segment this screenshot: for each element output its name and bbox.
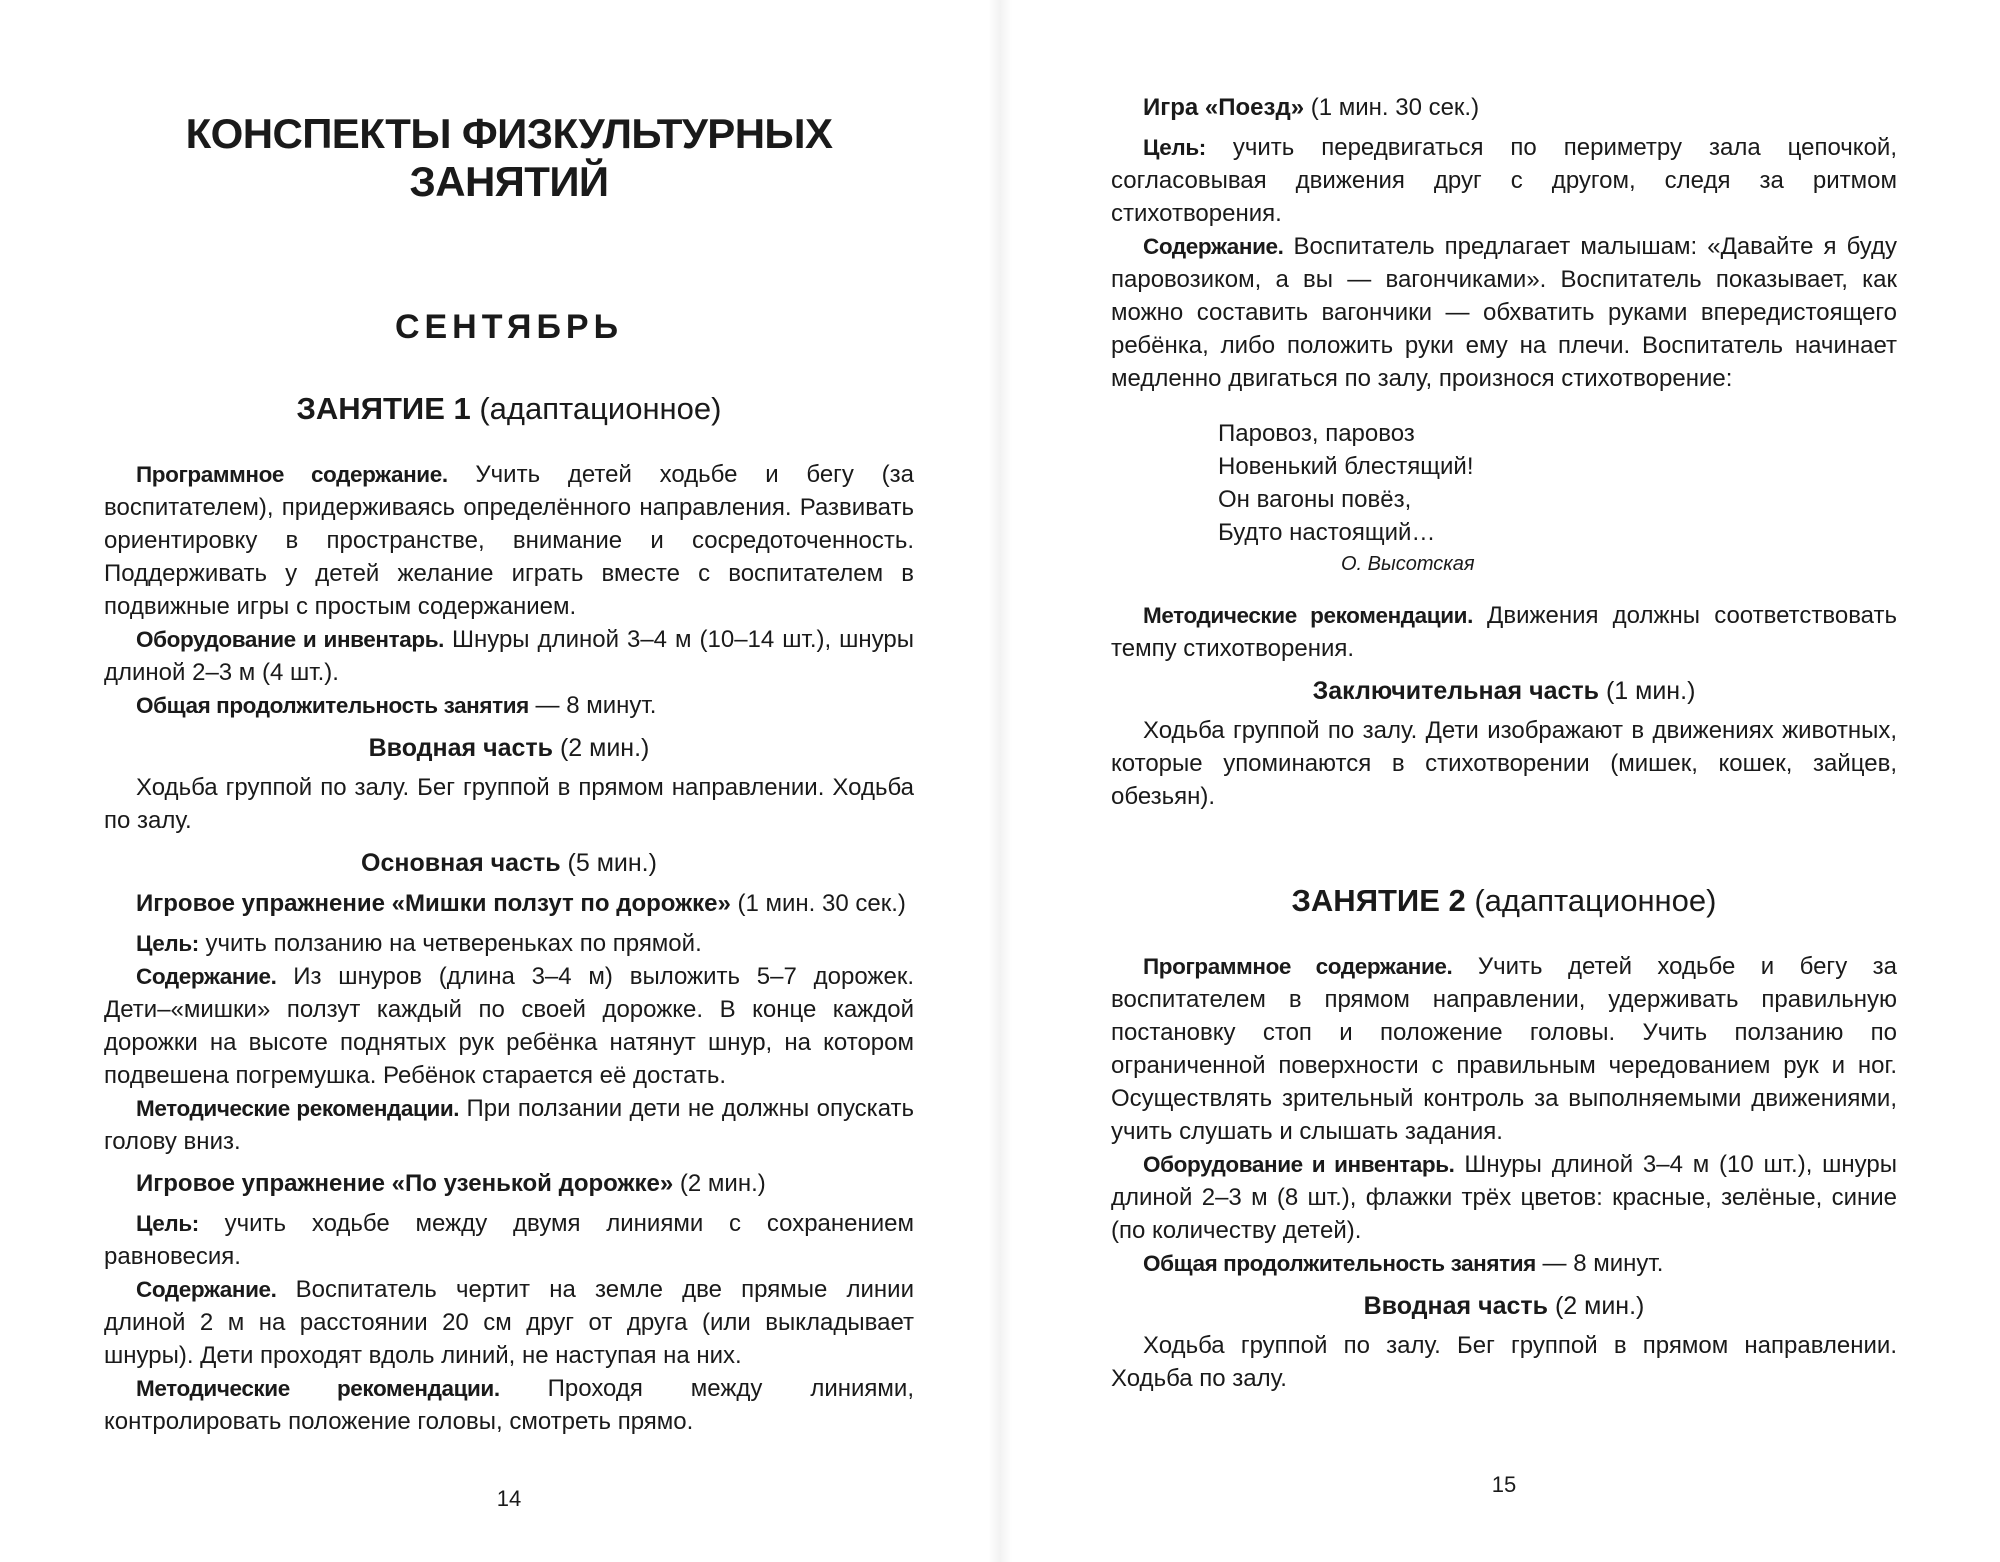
program-label: Программное содержание. (136, 462, 448, 487)
game-2-goal-label: Цель: (136, 1211, 199, 1236)
game-3-goal (1111, 131, 1897, 230)
gutter-shadow (988, 0, 1000, 1562)
lesson-2-note: (адаптационное) (1474, 883, 1717, 918)
game-1-method (104, 1092, 914, 1158)
main-part-heading (104, 849, 914, 878)
game-3-heading (1111, 94, 1897, 122)
game-1-time: (1 мин. 30 сек.) (737, 890, 906, 917)
duration-text: — 8 минут. (528, 692, 657, 719)
game-2-title: Игровое упражнение «По узенькой дорожке» (136, 1170, 674, 1197)
game-2-goal-text: учить ходьбе между двумя линиями с сохранением равновесия. (104, 1210, 914, 1270)
final-part-text: Ходьба группой по залу. Дети изображают в движениях животных, которые упоминаются в стихотворении (мишек, кошек, зайцев, обезьян). (1111, 717, 1897, 810)
page-number-right: 15 (1491, 1472, 1517, 1497)
main-part-time: (5 мин.) (567, 849, 657, 877)
game-2-goal (104, 1207, 914, 1273)
poem-line: Новенький блестящий! (1218, 453, 1474, 480)
lesson-2-label: ЗАНЯТИЕ 2 (1291, 883, 1466, 918)
game-1-goal-label: Цель: (136, 931, 199, 956)
game-3-content-text: Воспитатель предлагает малышам: «Давайте я буду паровозиком, а вы — вагончиками». Воспитатель показывает, как можно составить вагончики — обхватить руками впередистоящего ребёнка, либо положить руки ему на плечи. Воспитатель начинает медленно двигаться по залу, произнося стихотворение: (1111, 233, 1897, 392)
intro-part-text: Ходьба группой по залу. Бег группой в прямом направлении. Ходьба по залу. (1111, 1332, 1897, 1392)
game-2-method (104, 1372, 914, 1438)
game-1-content (104, 960, 914, 1092)
poem-line: Будто настоящий… (1218, 519, 1436, 546)
game-3-goal-text: учить передвигаться по периметру зала цепочкой, согласовывая движения друг с другом, следя за ритмом стихотворения. (1111, 134, 1897, 227)
game-2-method-label: Методические рекомендации. (136, 1376, 500, 1401)
duration-label: Общая продолжительность занятия (136, 693, 529, 718)
final-part-time: (1 мин.) (1605, 677, 1696, 705)
equipment-label: Оборудование и инвентарь. (136, 627, 444, 652)
poem-line: Он вагоны повёз, (1218, 486, 1412, 513)
duration-paragraph (104, 689, 914, 722)
game-2-heading (104, 1170, 914, 1198)
game-1-content-label: Содержание. (136, 964, 277, 989)
page-number-left: 14 (496, 1486, 522, 1511)
program-text: Учить детей ходьбе и бегу за воспитателем в прямом направлении, удерживать правильную постановку стоп и положение головы. Учить ползанию по ограниченной поверхности с правильным чередованием рук и ног. Осуществлять зрительный контроль за выполняемыми движениями, учить слушать и слышать задания. (1111, 953, 1897, 1145)
intro-part-heading (104, 734, 914, 763)
poem-author: О. Высотская (1341, 553, 1475, 575)
main-title: КОНСПЕКТЫ ФИЗКУЛЬТУРНЫХ ЗАНЯТИЙ (185, 110, 833, 205)
equipment-label: Оборудование и инвентарь. (1143, 1152, 1455, 1177)
intro-part-text: Ходьба группой по залу. Бег группой в прямом направлении. Ходьба по залу. (104, 774, 914, 834)
game-2-time: (2 мин.) (679, 1170, 766, 1197)
final-part-heading (1111, 677, 1897, 706)
intro-part-title: Вводная часть (1363, 1292, 1548, 1320)
game-1-goal (104, 927, 914, 960)
game-3-method-text: Движения должны соответствовать темпу стихотворения. (1111, 602, 1897, 662)
game-1-method-text: При ползании дети не должны опускать голову вниз. (104, 1095, 915, 1155)
lesson-1-note: (адаптационное) (479, 391, 722, 426)
game-2-content (104, 1273, 914, 1372)
intro-part-heading (1111, 1292, 1897, 1321)
main-part-title: Основная часть (361, 849, 561, 877)
duration-text: — 8 минут. (1535, 1250, 1664, 1277)
game-3-title: Игра «Поезд» (1143, 94, 1305, 121)
game-3-content (1111, 230, 1897, 395)
game-2-content-text: Воспитатель чертит на земле две прямые линии длиной 2 м на расстоянии 20 см друг от друга (или выкладывает шнуры). Дети проходят вдоль линий, не наступая на них. (104, 1276, 914, 1369)
gutter-shadow (1000, 0, 1012, 1562)
equipment-paragraph (104, 623, 914, 689)
game-3-goal-label: Цель: (1143, 135, 1206, 160)
game-3-content-label: Содержание. (1143, 234, 1284, 259)
month-title: СЕНТЯБРЬ (394, 308, 624, 346)
equipment-paragraph (1111, 1148, 1897, 1247)
right-page (1000, 0, 2000, 1562)
game-1-method-label: Методические рекомендации. (136, 1096, 460, 1121)
intro-part-time: (2 мин.) (1554, 1292, 1645, 1320)
lesson-1-label: ЗАНЯТИЕ 1 (296, 391, 471, 426)
game-1-title: Игровое упражнение «Мишки ползут по дорожке» (136, 890, 731, 917)
intro-part-time: (2 мин.) (559, 734, 650, 762)
equipment-text: Шнуры длиной 3–4 м (10–14 шт.), шнуры длиной 2–3 м (4 шт.). (104, 626, 915, 686)
program-label: Программное содержание. (1143, 954, 1453, 979)
game-1-content-text: Из шнуров (длина 3–4 м) выложить 5–7 дорожек. Дети–«мишки» ползут каждый по своей дорожке. В конце каждой дорожки на высоте поднятых рук ребёнка натянут шнур, на котором подвешена погремушка. Ребёнок старается её достать. (104, 963, 914, 1089)
intro-part-title: Вводная часть (368, 734, 553, 762)
duration-label: Общая продолжительность занятия (1143, 1251, 1536, 1276)
equipment-text: Шнуры длиной 3–4 м (10 шт.), шнуры длиной 2–3 м (8 шт.), флажки трёх цветов: красные, зелёные, синие (по количеству детей). (1111, 1151, 1898, 1244)
program-paragraph (104, 458, 914, 623)
game-2-content-label: Содержание. (136, 1277, 277, 1302)
game-3-method (1111, 599, 1897, 665)
lesson-1-title (104, 391, 914, 427)
game-1-heading (104, 890, 914, 918)
game-3-time: (1 мин. 30 сек.) (1310, 94, 1480, 121)
game-2-method-text: Проходя между линиями, контролировать положение головы, смотреть прямо. (104, 1375, 914, 1435)
program-paragraph (1111, 950, 1897, 1148)
lesson-2-title (1111, 883, 1897, 919)
game-1-goal-text: учить ползанию на четвереньках по прямой. (198, 930, 702, 957)
duration-paragraph (1111, 1247, 1897, 1280)
poem (1218, 417, 1897, 549)
program-text: Учить детей ходьбе и бегу (за воспитателем), придерживаясь определённого направления. Развивать ориентировку в пространстве, внимание и сосредоточенность. Поддерживать у детей желание играть вместе с воспитателем в подвижные игры с простым содержанием. (104, 461, 915, 620)
final-part-title: Заключительная часть (1312, 677, 1600, 705)
poem-line: Паровоз, паровоз (1218, 420, 1415, 447)
game-3-method-label: Методические рекомендации. (1143, 603, 1473, 628)
